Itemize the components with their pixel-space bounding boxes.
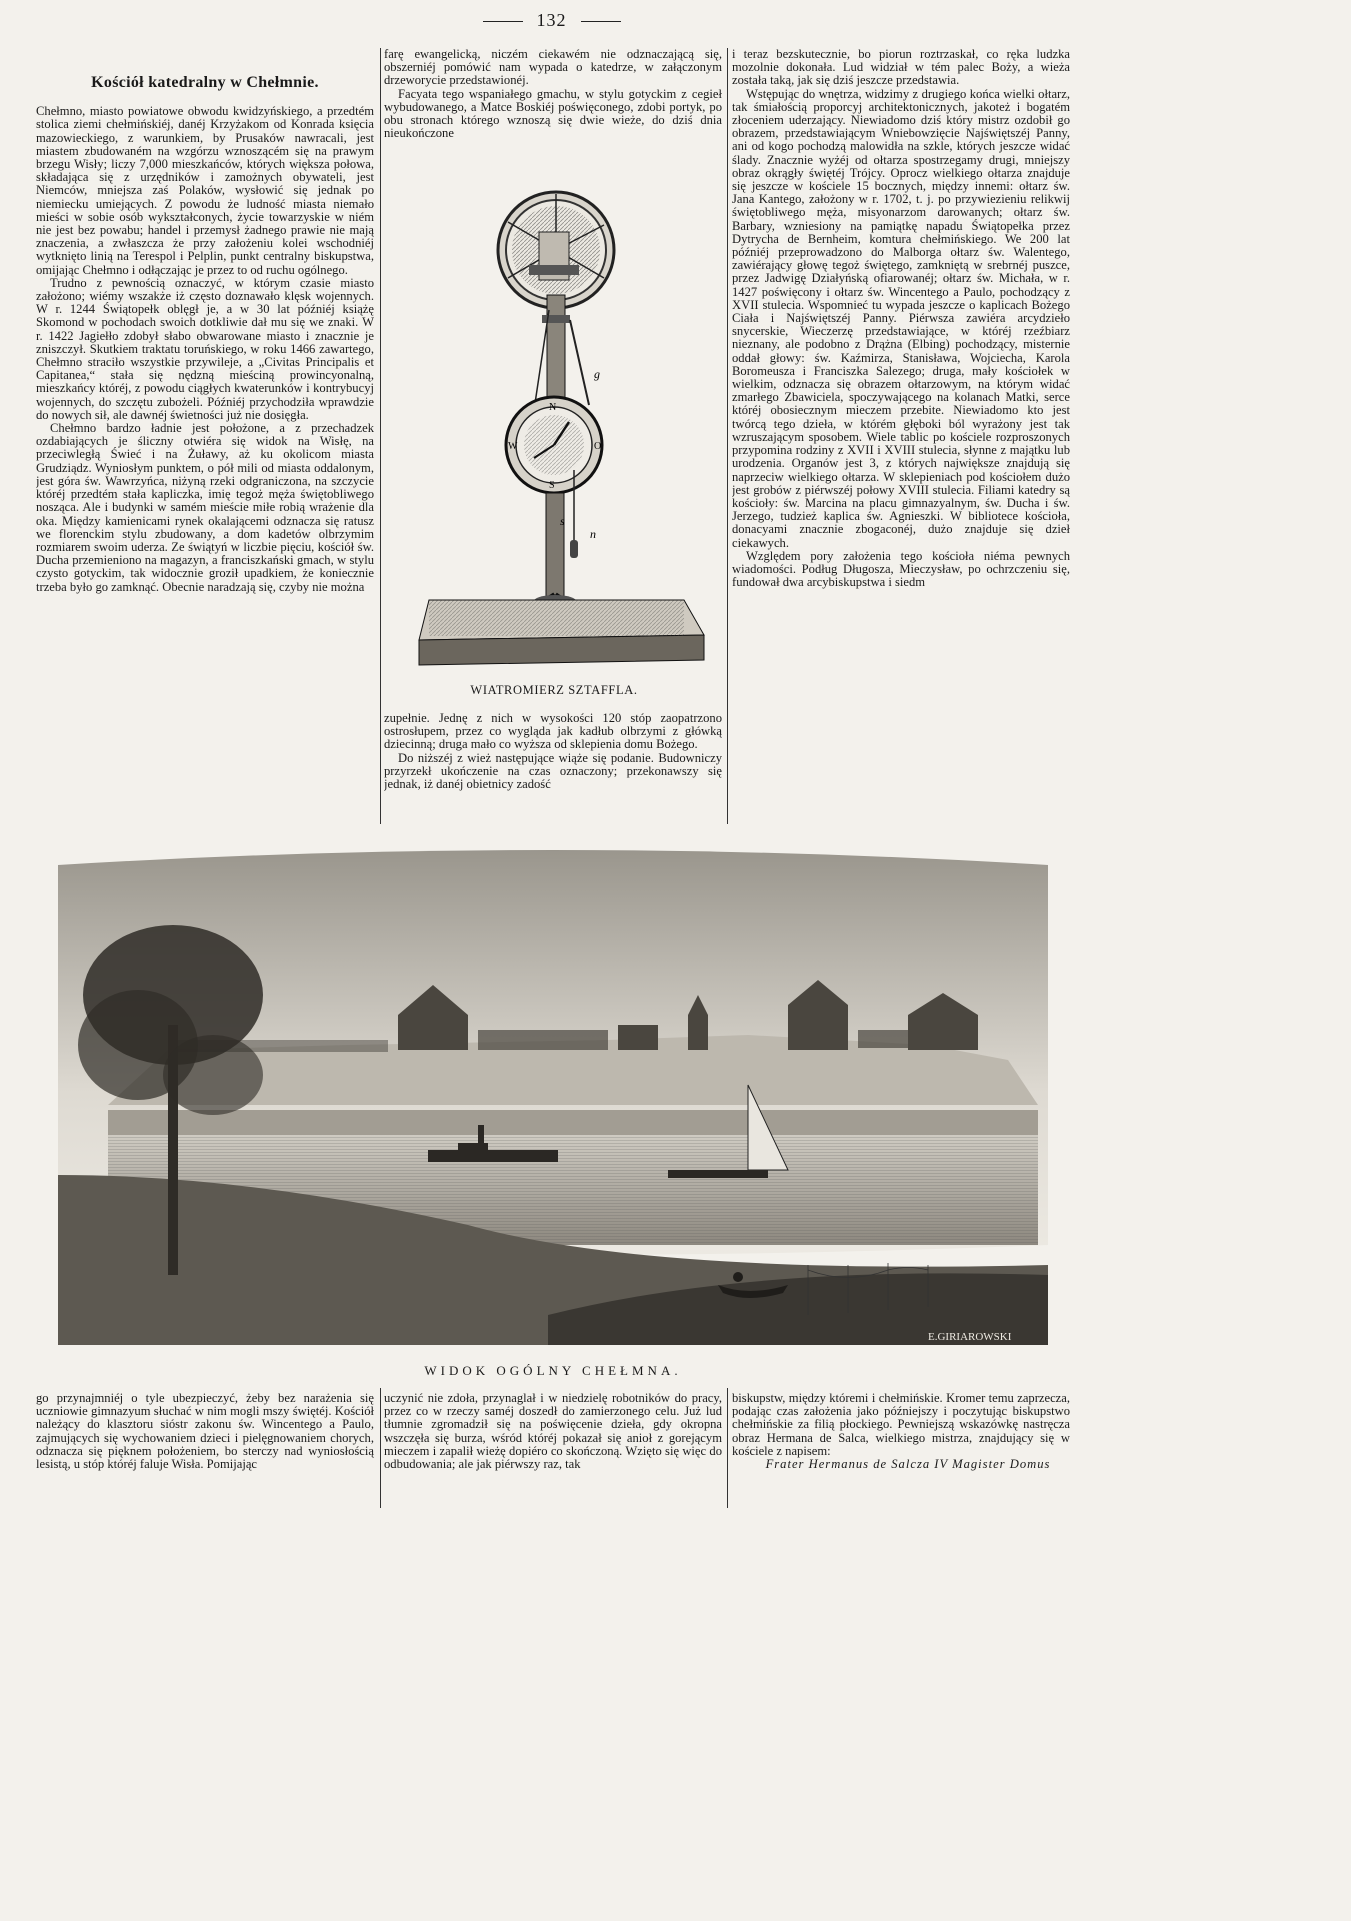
page-number: 132: [0, 10, 1103, 31]
paragraph: i teraz bezskutecznie, bo piorun roztrzaskał, co ręka ludzka mozolnie dokonała. Lud widział w tém palec Boży, a wieża została taką, jak się dziś jeszcze przedstawia.: [732, 48, 1070, 88]
letter-label: g: [594, 367, 600, 381]
paragraph: zupełnie. Jednę z nich w wysokości 120 stóp zaopatrzono ostrosłupem, przez co wygląda jak kadłub olbrzymi z główką dziecinną; druga mało co wyższa od sklepienia domu Bożego.: [384, 712, 722, 752]
column-2-bottom-continued: [384, 1392, 722, 1512]
paragraph: Do niższéj z wież następujące wiąże się podanie. Budowniczy przyrzekł ukończenie na czas oznaczony; przekonawszy się jednak, iż danéj obietnicy zadość: [384, 750, 722, 792]
dial-label-south: S: [549, 480, 555, 491]
letter-label: s: [560, 514, 565, 528]
figure-caption-panorama: WIDOK OGÓLNY CHEŁMNA.: [424, 1363, 682, 1378]
paragraph: Trudno z pewnością oznaczyć, w którym czasie miasto założono; wiémy wszakże iż często doznawało klęsk wojennych. W r. 1244 Świątopełk oblęgł je, a w 30 lat późniéj książę Skomond w pochodach swoich dotkliwie dał mu się we znaki. W r. 1422 Jagiełło zdobył słabo obwarowane miasto i znacznie je zniszczył. Skutkiem traktatu toruńskiego, w roku 1466 zawartego, Chełmno straciło wszystkie przywileje, a „Civitas Principalis et Capitanea,“ stała się nędzną mieściną prowincyonalną, mieszkańcy któréj, z powodu ciągłych kwaterunków i kontrybucyj wojennych, do szczętu zubożeli. Późniéj przychodziła wprawdzie do nowych sił, ale dawnéj świetności już nie dosięgła.: [36, 275, 374, 422]
column-2-top: [384, 48, 722, 166]
dial-label-east: O: [594, 441, 602, 452]
column-2-bottom: [384, 712, 722, 824]
dial-label-west: W: [508, 441, 518, 452]
engraver-signature: E.GIRIAROWSKI: [928, 1331, 1012, 1343]
column-1-top: [36, 62, 374, 822]
paragraph: farę ewangelicką, niczém ciekawém nie odznaczającą się, obszerniéj pomówić nam wypada o katedrze, w załączonym drzeworycie przedstawionéj.: [384, 48, 722, 88]
column-3-bottom: [732, 1392, 1070, 1512]
figure-caption-anemometer: WIATROMIERZ SZTAFFLA.: [470, 683, 638, 697]
column-divider: [727, 48, 728, 824]
column-3-top: [732, 48, 1070, 824]
paragraph: Wstępując do wnętrza, widzimy z drugiego końca wielki ołtarz, tak śmiałością proporcyj architektonicznych, jakoteż i bogatém złoceniem uderzający. Niewiadomo dziś który mistrz ozdobił go obrazem, przedstawiającym Wniebowzięcie Najświętszéj Panny, ani od kogo pochodzą malowidła na szkle, których jeszcze widać ślady. Znacznie wyżéj od ołtarza spostrzegamy drugi, mniejszy obraz okrągły świętéj Trójcy. Oprocz wielkiego ołtarza znajduje się jeszcze w kościele 15 bocznych, między innemi: ołtarz św. Jana Kantego, założony w r. 1702, t. j. po przywiezieniu relikwij świętobliwego męża, misyonarzom darowanych; ołtarz św. Barbary, wzniesiony na pamiątkę napadu Świątopełka przez Dytrycha de Bernheim, komtura chełmińskiego. We 200 lat późniéj przeprowadzono do Malborga ołtarz św. Walentego, zawiérający głowę tegoż świętego, zamkniętą w srebrnéj puszce, przez Jadwigę Działyńską ofiarowanéj; ołtarz św. Michała, w r. 1427 poświęcony i ołtarz św. Wincentego a Paulo, pochodzący z XVII stulecia. Wspomnieć tu wypada jeszcze o kaplicach Bożego Ciała i Najświętszéj Panny. Piérwsza zawiéra arcydzieło snycerskie, Wieczerzę przedstawiające, w któréj rzeźbiarz nieznany, ale podobno z Drążna (Elbing) pochodzący, misternie oddał głowy: św. Kaźmirza, Stanisława, Wojciecha, Karola Boromeusza i Franciszka Salezego; druga, mały kościołek w wielkim, odznacza się obrazem ołtarzowym, na którym widać zmarłego Zbawiciela, spoczywającego na kolanach Matki, serce któréj obosiecznym mieczem przebite. Niewiadomo kto jest twórcą tego dzieła, w którém głęboki ból wyrażony jest tak wzruszającym sposobem. Wiele tablic po kościele rozproszonych przypomina rodziny z XVII i XVIII stulecia, słynne z majątku lub urodzenia. Organów jest 3, z których największe znajdują się naprzeciw wielkiego ołtarza. W sklepieniach pod kościołem dużo jest grobów z piérwszéj połowy XVIII stulecia. Filiami katedry są kościoły: św. Marcina na placu gimnazyalnym, św. Ducha i św. Jerzego, tudzież kaplica św. Agnieszki. W bibliotece kościoła, donacyami znacznie zbogaconéj, dużo znajduje się dzieł ciekawych.: [732, 86, 1070, 550]
paragraph: uczynić nie zdoła, przynaglał i w niedzielę robotników do pracy, przez co w rzeczy saméj doszedł do zamierzonego celu. Już lud tłumnie zgromadził się na poświęcenie dzieła, gdy okropna wszczęła się burza, wśród któréj pokazał się anioł z gorejącym mieczem i zapalił wieżę dopiéro co skończoną. Wzięto się więc do odbudowania; ale jak piérwszy raz, tak: [384, 1392, 722, 1472]
column-divider: [380, 1388, 381, 1508]
paragraph: biskupstw, między któremi i chełmińskie. Kromer temu zaprzecza, podając czas założenia jako późniejszy i poczytując biskupstwo chełmińskie za filią płockiego. Pewniejszą wskazówkę nastręcza obraz Hermana de Salca, wielkiego mistrza, znajdujący się w kościele z napisem:: [732, 1392, 1070, 1458]
paragraph: Facyata tego wspaniałego gmachu, w stylu gotyckim z cegieł wybudowanego, a Matce Boskiéj poświęconego, zdobi portyk, po obu stronach którego wznoszą się dwie wieże, do dziś dnia nieukończone: [384, 86, 722, 141]
paragraph: Chełmno, miasto powiatowe obwodu kwidzyńskiego, a przedtém stolica ziemi chełmińskiéj, danéj Krzyżakom od Konrada księcia mazowieckiego, z warunkiem, by Prusaków nawracali, jest miastem zbudowaném na wzgórzu wznoszącém się na prawym brzegu Wisły; liczy 7,000 mieszkańców, których większa połowa, składająca się z urzędników i zamożnych obywateli, jest Niemców, mniejsza zaś Polaków, wysłowić się jednak po niemiecku umiejących. Z powodu że ludność miasta niemało mieści w sobie osób wykształconych, życie towarzyskie w niém nie jest bez powabu; handel i przemysł żadnego prawie nie mają znaczenia, a zwłaszcza że przy założeniu kolei wschodniéj wytknięto linią na Terespol i Pelplin, punkt centralny biskupstwa, omijając Chełmno i odłączając je przez to od ruchu ogólnego.: [36, 104, 374, 277]
paragraph: Względem pory założenia tego kościoła niéma pewnych wiadomości. Podług Długosza, Mieczysław, po ochrzczeniu się, fundował dwa arcybiskupstwa i siedm: [732, 548, 1070, 590]
paragraph: Chełmno bardzo ładnie jest położone, a z przechadzek ozdabiających je śliczny otwiéra się widok na Wisłę, na przeciwległą Świeć i na Żuławy, aż ku okolicom miasta Grudziądz. Wyniosłym punktem, o pół mili od miasta oddalonym, jest góra św. Wawrzyńca, niżyną rzeki odgraniczona, na szczycie któréj przedtém stała kapliczka, imię tegoż męża świętobliwego nosząca. Ale i budynki w samém mieście miłe robią wrażenie dla oka. Między kamienicami rynek okalającemi odznacza się ratusz we florenckim stylu zbudowany, a dom kadetów olbrzymim rozmiarem swoim uderza. Ze świątyń w liczbie pięciu, kościół św. Ducha przemieniono na magazyn, a franciszkański gmach, w stylu czysto gotyckim, tak widocznie groził upadkiem, że koniecznie trzeba było go zamknąć. Obecnie naradzają się, czyby nie można: [36, 421, 374, 594]
anemometer-illustration: [384, 170, 724, 680]
chelmno-panorama-illustration: [48, 845, 1058, 1355]
article-title: Kościół katedralny w Chełmnie.: [91, 74, 319, 91]
letter-label: n: [590, 527, 596, 541]
inscription-line: Frater Hermanus de Salcza IV Magister Domus: [765, 1457, 1051, 1472]
column-divider: [727, 1388, 728, 1508]
dial-label-north: N: [549, 402, 557, 413]
paragraph: go przynajmniéj o tyle ubezpieczyć, żeby bez narażenia się uczniowie gimnazyum słuchać w nim mogli mszy świętéj. Kościół należący do klasztoru sióstr zakonu św. Wincentego a Paulo, zajmujących się wychowaniem dzieci i pielęgnowaniem chorych, odznacza się pięknem położeniem, bo sterczy nad wyniosłością lesistą, u stóp któréj faluje Wisła. Pomijając: [36, 1392, 374, 1472]
column-1-bottom: [36, 1392, 374, 1512]
column-divider: [380, 48, 381, 824]
